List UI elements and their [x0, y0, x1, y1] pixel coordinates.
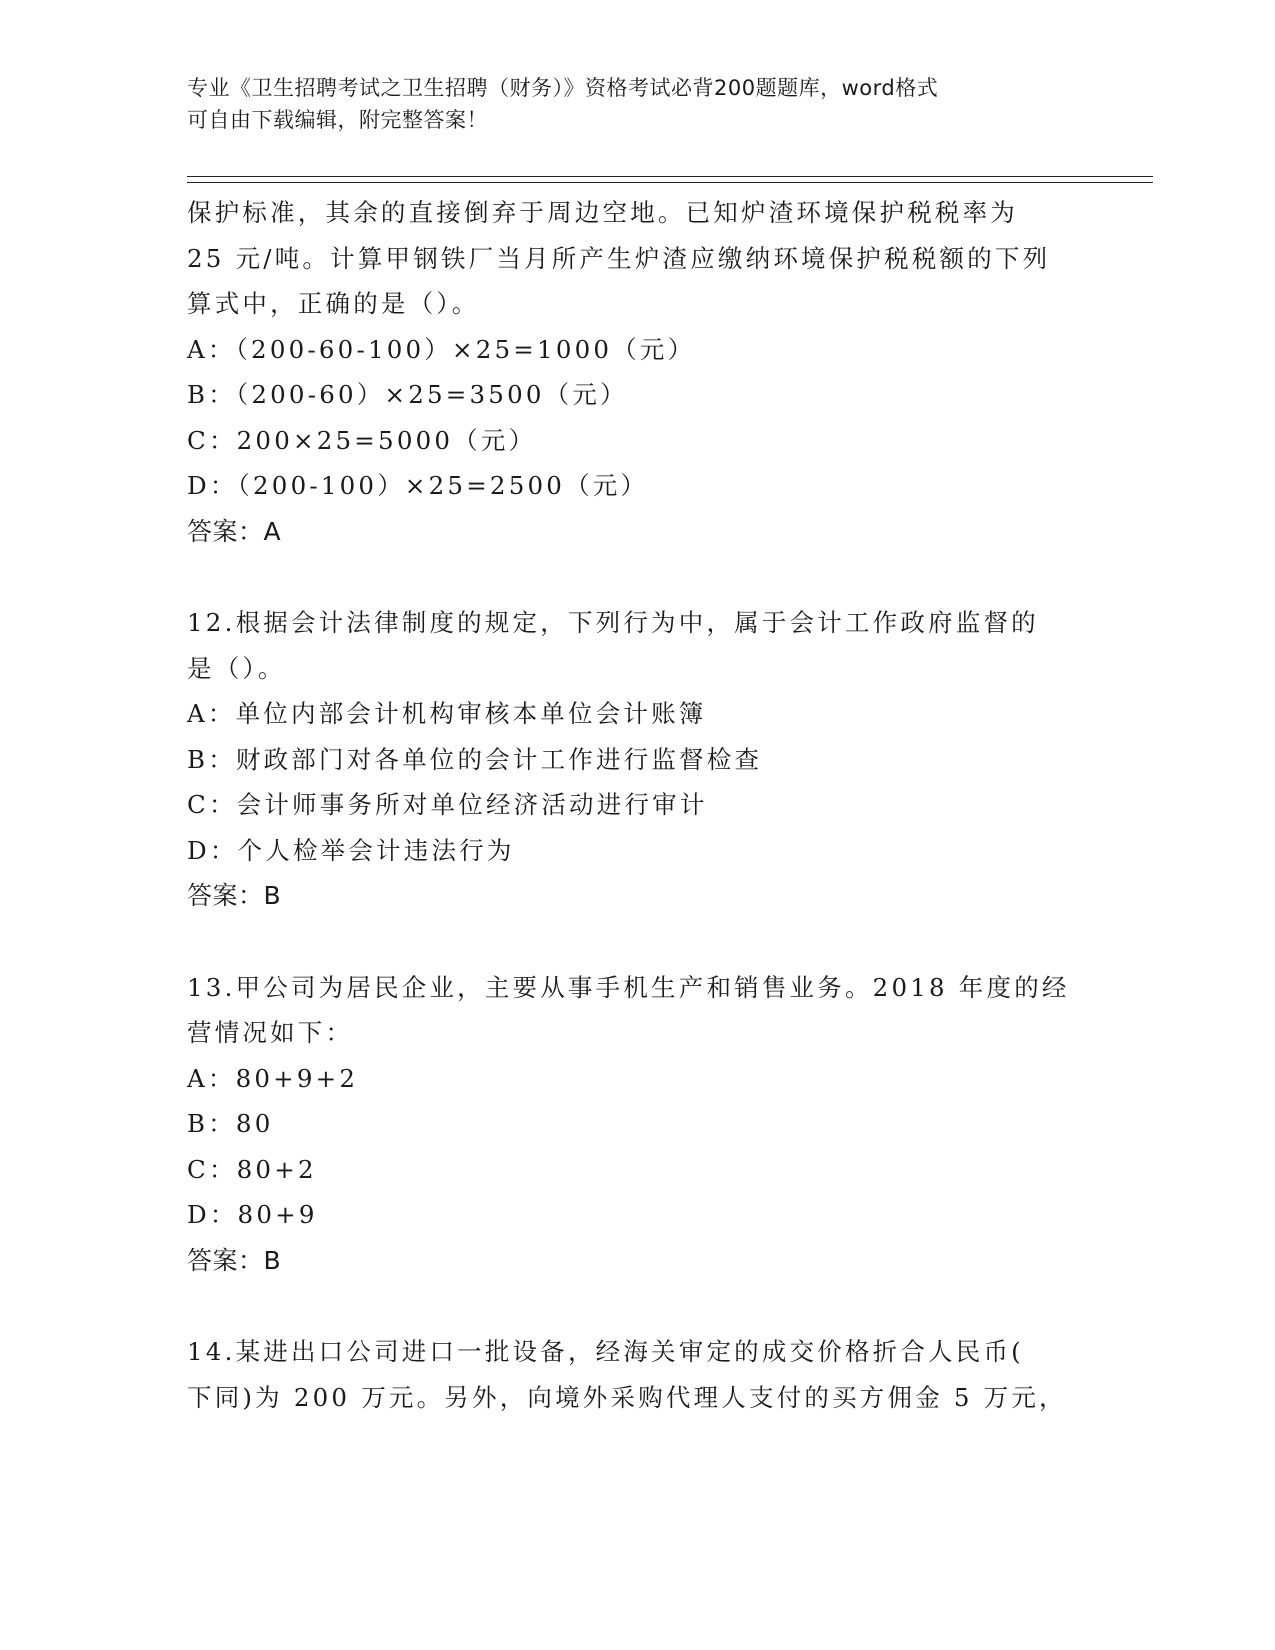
- option-b: B：财政部门对各单位的会计工作进行监督检查: [187, 744, 763, 774]
- question-13: [187, 965, 1087, 1284]
- question-stem-line: 25 元/吨。计算甲钢铁厂当月所产生炉渣应缴纳环境保护税税额的下列: [187, 243, 1051, 273]
- question-stem-line: 下同)为 200 万元。另外，向境外采购代理人支付的买方佣金 5 万元，: [187, 1382, 1067, 1412]
- document-body: [187, 190, 1087, 1420]
- question-11: [187, 190, 1087, 554]
- question-14: [187, 1329, 1087, 1420]
- option-a: A：（200-60-100）×25=1000（元）: [187, 334, 696, 364]
- question-stem-line: 营情况如下：: [187, 1018, 354, 1047]
- option-a: A：单位内部会计机构审核本单位会计账簿: [187, 699, 707, 728]
- question-stem-line: 14.某进出口公司进口一批设备，经海关审定的成交价格折合人民币(: [187, 1337, 1024, 1366]
- spacer: [187, 1283, 1087, 1329]
- option-d: D：80+9: [187, 1200, 318, 1229]
- answer: 答案：B: [187, 1245, 282, 1275]
- answer: 答案：B: [187, 881, 282, 910]
- question-stem-line: 12.根据会计法律制度的规定，下列行为中，属于会计工作政府监督的: [187, 608, 1039, 637]
- question-stem-line: 算式中，正确的是（）。: [187, 289, 480, 318]
- option-b: B：80: [187, 1109, 274, 1138]
- answer: 答案：A: [187, 516, 282, 546]
- header-title-line-2: 可自由下载编辑，附完整答案！: [187, 108, 488, 132]
- option-c: C：80+2: [187, 1154, 317, 1184]
- option-a: A：80+9+2: [187, 1063, 359, 1093]
- option-c: C：会计师事务所对单位经济活动进行审计: [187, 790, 708, 819]
- option-d: D：（200-100）×25=2500（元）: [187, 471, 649, 500]
- option-d: D：个人检举会计违法行为: [187, 835, 515, 865]
- question-stem-line: 是（）。: [187, 653, 286, 683]
- question-12: [187, 600, 1087, 919]
- question-stem-line: 保护标准，其余的直接倒弃于周边空地。已知炉渣环境保护税税率为: [187, 198, 1018, 227]
- spacer: [187, 919, 1087, 965]
- spacer: [187, 554, 1087, 600]
- option-c: C：200×25=5000（元）: [187, 425, 537, 455]
- document-header: [187, 72, 1087, 136]
- header-divider-top: [187, 176, 1153, 177]
- header-divider-bottom: [187, 182, 1153, 183]
- question-stem-line: 13.甲公司为居民企业，主要从事手机生产和销售业务。2018 年度的经: [187, 972, 1070, 1002]
- option-b: B：（200-60）×25=3500（元）: [187, 380, 628, 409]
- header-title-line-1: 专业《卫生招聘考试之卫生招聘（财务）》资格考试必背200题题库，word格式: [187, 76, 939, 100]
